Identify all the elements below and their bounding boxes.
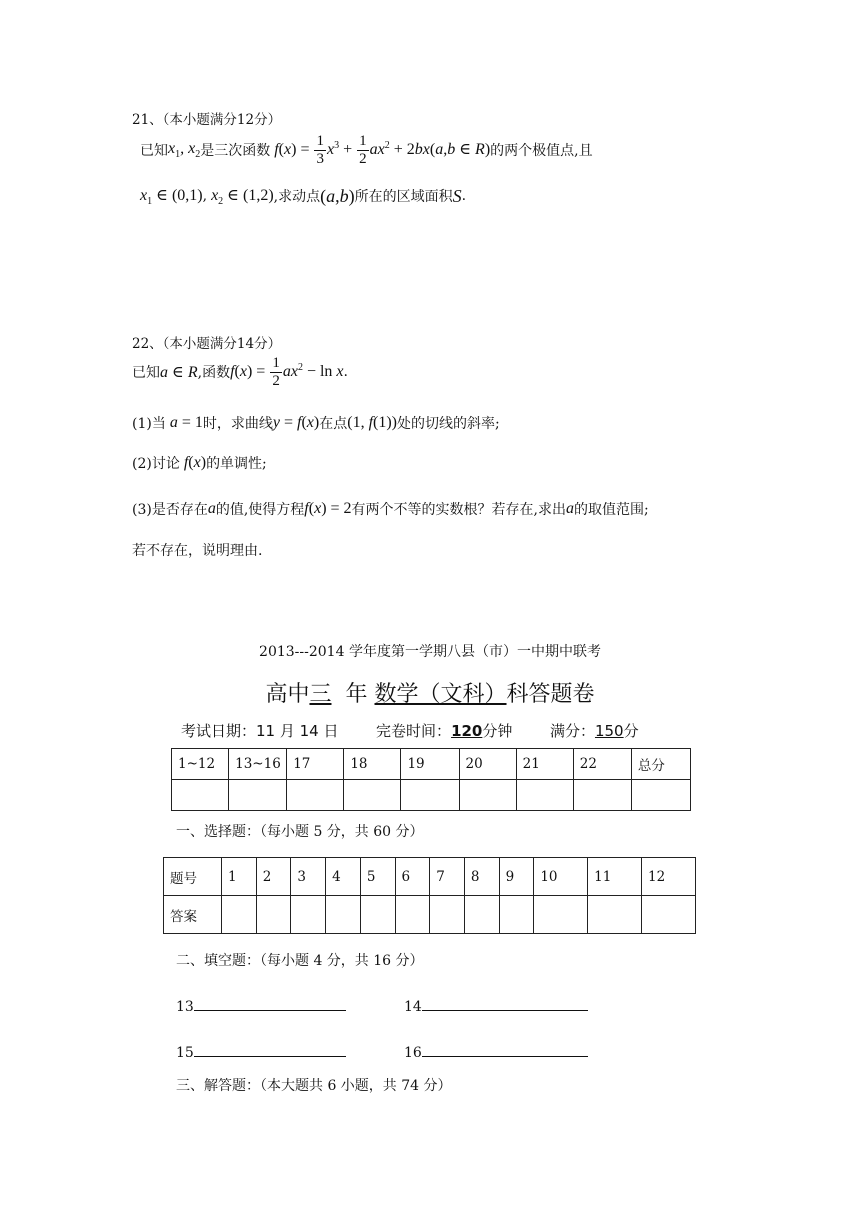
- choice-answer-row: [164, 896, 696, 934]
- q22-line1-prefix: 已知: [132, 365, 160, 381]
- q21-line2-text3: 所在的区域面积: [354, 189, 453, 205]
- q22-formula-a: a ∈ R: [160, 364, 198, 381]
- section1-heading: 一、选择题：（每小题 5 分，共 60 分）: [176, 824, 424, 840]
- choice-row-label: 题号: [164, 858, 222, 896]
- q21-formula-fx: f(x) = $\frac{1}{3}$ $x^3$ + $\frac{1}{2}$ $ax^2 + 2bx(a,b$ ∈ R): [270, 132, 491, 167]
- score-header-row: [172, 749, 691, 780]
- q22-part2: [132, 452, 267, 474]
- score-entry-cell[interactable]: [401, 780, 459, 811]
- score-header-cell: 1~12: [172, 749, 229, 780]
- q21-line1-suffix: 的两个极值点,且: [490, 143, 593, 159]
- choice-answer-cell[interactable]: [326, 896, 361, 934]
- q21-formula-s: S: [452, 185, 462, 206]
- q22-line1-end: .: [343, 364, 348, 380]
- q22-p1-d: 处的切线的斜率;: [397, 416, 500, 432]
- q22-p3-c: 有两个不等的实数根？若存在,求出: [351, 502, 566, 518]
- answer-sheet-title: [0, 677, 860, 708]
- choice-answer-cell[interactable]: [642, 896, 696, 934]
- choice-answer-table: [163, 857, 696, 934]
- score-entry-cell[interactable]: [229, 780, 287, 811]
- q22-formula-a3: a: [566, 500, 574, 517]
- exam-info-line: [181, 720, 639, 741]
- choice-number-cell: 9: [499, 858, 534, 896]
- q21-line1-prefix: 已知: [140, 143, 168, 159]
- q21-formula-point: (a,b): [320, 185, 355, 206]
- exam-time-label: 完卷时间：: [376, 722, 452, 740]
- q22-p3-a: (3)是否存在: [132, 502, 208, 518]
- choice-number-cell: 8: [464, 858, 499, 896]
- q22-part3-cont: 若不存在，说明理由.: [132, 543, 263, 559]
- score-header-cell: 20: [459, 749, 516, 780]
- q22-p2-a: (2)讨论: [132, 456, 180, 472]
- choice-answer-cell[interactable]: [534, 896, 588, 934]
- title-part-c: 科答题卷: [506, 682, 595, 707]
- q21-line2-text1: ,: [202, 188, 208, 204]
- q22-formula-a2: a: [207, 500, 216, 517]
- score-header-cell: 18: [344, 749, 401, 780]
- choice-number-cell: 3: [291, 858, 326, 896]
- fill-blank-line[interactable]: [422, 1042, 588, 1057]
- choice-answer-cell[interactable]: [256, 896, 291, 934]
- fill-blank-line[interactable]: [422, 996, 588, 1011]
- choice-answer-cell[interactable]: [588, 896, 642, 934]
- score-entry-cell[interactable]: [573, 780, 631, 811]
- title-subject: 数学（文科）: [374, 682, 507, 707]
- fill-blank-16: [404, 1042, 588, 1061]
- choice-answer-cell[interactable]: [360, 896, 395, 934]
- section3-heading: 三、解答题：（本大题共 6 小题，共 74 分）: [176, 1078, 452, 1094]
- q22-formula-fx2: f(x): [179, 454, 207, 471]
- q21-header: 21、（本小题满分12分）: [132, 112, 282, 128]
- q22-p2-b: 的单调性;: [206, 456, 267, 472]
- score-entry-cell[interactable]: [459, 780, 516, 811]
- choice-number-cell: 2: [256, 858, 291, 896]
- q21-formula-x1x2: $x_1$, $x_2$: [168, 139, 201, 161]
- q22-p1-c: 在点: [319, 416, 348, 432]
- fill-blank-13: [176, 996, 346, 1015]
- score-entry-cell[interactable]: [172, 780, 229, 811]
- choice-number-cell: 6: [395, 858, 430, 896]
- choice-number-cell: 5: [360, 858, 395, 896]
- choice-number-cell: 4: [326, 858, 361, 896]
- fill-blank-number: 14: [404, 999, 422, 1015]
- q22-header: 22、（本小题满分14分）: [132, 336, 282, 352]
- fill-blank-15: [176, 1042, 346, 1061]
- score-summary-table: [171, 748, 691, 811]
- choice-number-cell: 7: [430, 858, 465, 896]
- q21-formula-x2range: $x_2$ ∈ (1,2): [207, 186, 274, 208]
- exam-score-unit: 分: [623, 722, 639, 740]
- fill-blank-line[interactable]: [194, 996, 346, 1011]
- score-entry-cell[interactable]: [344, 780, 401, 811]
- choice-number-cell: 10: [534, 858, 588, 896]
- score-header-cell: 21: [516, 749, 573, 780]
- title-grade: 三: [309, 682, 332, 707]
- title-part-a: 高中: [265, 682, 310, 707]
- score-header-cell: 22: [573, 749, 631, 780]
- choice-answer-cell[interactable]: [464, 896, 499, 934]
- q22-line1-mid: ,函数: [197, 365, 231, 381]
- choice-answer-cell[interactable]: [499, 896, 534, 934]
- score-header-cell: 总分: [631, 749, 690, 780]
- exam-time-unit: 分钟: [482, 722, 513, 740]
- exam-score-value: 150: [594, 722, 624, 740]
- q22-p1-b: 时，求曲线: [202, 416, 273, 432]
- section2-heading: 二、填空题：（每小题 4 分，共 16 分）: [176, 953, 424, 969]
- q22-formula-fx: f(x) = $\frac{1}{2}$ $ax^2 - \ln x$: [230, 354, 344, 389]
- choice-number-cell: 1: [222, 858, 257, 896]
- q21-line2: [140, 184, 466, 208]
- choice-number-row: [164, 858, 696, 896]
- score-entry-cell[interactable]: [631, 780, 690, 811]
- choice-answer-cell[interactable]: [395, 896, 430, 934]
- fill-blank-number: 15: [176, 1045, 194, 1061]
- choice-number-cell: 11: [588, 858, 642, 896]
- title-part-b: 年: [345, 682, 368, 707]
- q22-formula-a1: a = 1: [165, 414, 203, 431]
- exam-time-value: 120: [451, 722, 483, 740]
- score-header-cell: 17: [287, 749, 344, 780]
- exam-score-label: 满分：: [549, 722, 595, 740]
- choice-answer-cell[interactable]: [291, 896, 326, 934]
- score-header-cell: 19: [401, 749, 459, 780]
- score-entry-cell[interactable]: [516, 780, 573, 811]
- fill-blank-number: 13: [176, 999, 194, 1015]
- fill-blank-14: [404, 996, 588, 1015]
- q22-formula-curve: y = f(x): [272, 414, 320, 431]
- choice-number-cell: 12: [642, 858, 696, 896]
- q21-line1: [140, 132, 593, 168]
- q21-line1-mid: 是三次函数: [200, 143, 271, 159]
- choice-row-label: 答案: [164, 896, 222, 934]
- q21-line2-text2: ,求动点: [273, 189, 321, 205]
- score-entry-row: [172, 780, 691, 811]
- q22-formula-eq: f(x) = 2: [304, 500, 352, 517]
- choice-answer-cell[interactable]: [222, 896, 257, 934]
- score-header-cell: 13~16: [229, 749, 287, 780]
- q22-p3-d: 的取值范围;: [574, 502, 649, 518]
- exam-school-line: 2013---2014 学年度第一学期八县（市）一中期中联考: [259, 644, 601, 660]
- q22-p3-b: 的值,使得方程: [215, 502, 305, 518]
- score-entry-cell[interactable]: [287, 780, 344, 811]
- q21-formula-x1range: $x_1$ ∈ (0,1): [140, 186, 203, 208]
- q22-part1: [132, 412, 500, 434]
- exam-date: 考试日期：11 月 14 日: [181, 722, 339, 740]
- q22-line1: [132, 352, 348, 392]
- q22-p1-a: (1)当: [132, 416, 166, 432]
- q21-line2-end: .: [461, 188, 467, 204]
- choice-answer-cell[interactable]: [430, 896, 465, 934]
- fill-blank-line[interactable]: [194, 1042, 346, 1057]
- q22-formula-point: (1, f(1)): [347, 414, 397, 431]
- q22-part3: [132, 498, 649, 520]
- fill-blank-number: 16: [404, 1045, 422, 1061]
